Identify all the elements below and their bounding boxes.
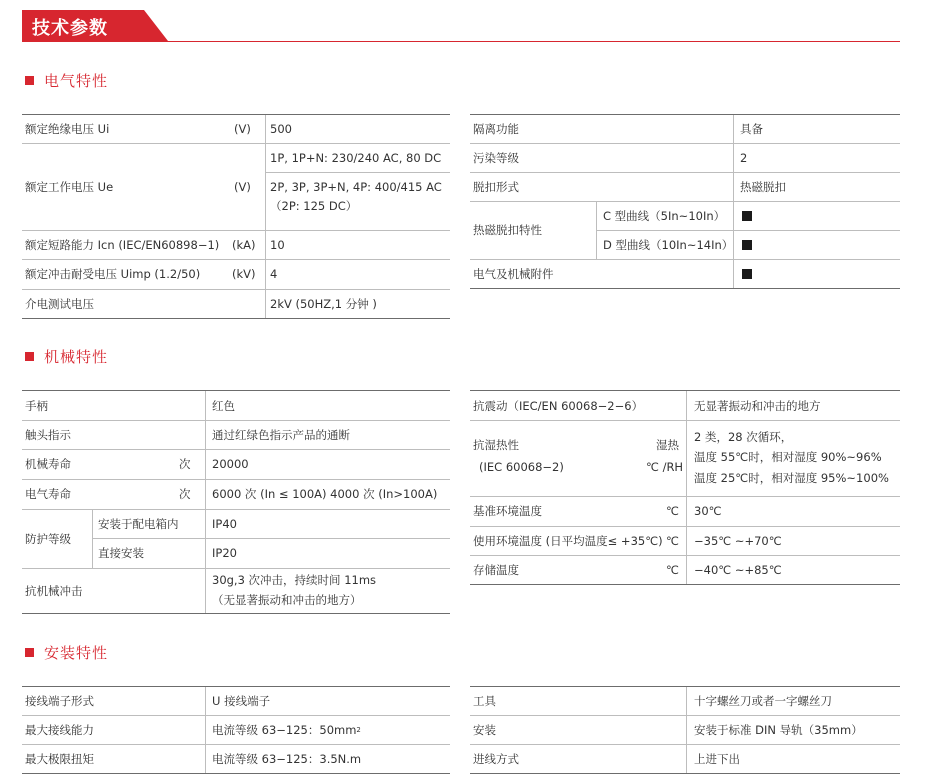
label-electrical-life: 电气寿命 [25, 487, 71, 501]
section-bullet-icon [25, 352, 34, 361]
label-damp-heat: 抗湿热性 [473, 438, 519, 452]
label-trip-type: 脱扣形式 [473, 179, 519, 194]
curve-d-label: D 型曲线（10In~14In） [603, 237, 734, 252]
section-bullet-icon [25, 76, 34, 85]
value-cell: 温度 25℃时，相对湿度 95%~100% [694, 471, 889, 485]
value-cell: 6000 次 (In ≤ 100A) 4000 次 (In>100A) [212, 487, 438, 501]
value-cell: 500 [270, 122, 292, 136]
label-protection-rating: 防护等级 [25, 531, 71, 546]
label-dielectric-voltage: 介电测试电压 [25, 296, 94, 311]
value-cell: 4 [270, 267, 278, 281]
section-mechanical [25, 346, 108, 366]
label-rated-insulation-voltage: 额定绝缘电压 Ui [25, 122, 110, 136]
value-cell: 红色 [212, 398, 235, 413]
unit-label: ℃ /RH [646, 460, 684, 474]
label-mounting: 安装 [473, 722, 496, 737]
value-cell: U 接线端子 [212, 694, 271, 708]
electrical-left-table [22, 114, 450, 319]
value-cell: 30g,3 次冲击，持续时间 11ms [212, 573, 377, 587]
electrical-right-table [470, 114, 900, 289]
value-cell: 10 [270, 237, 285, 252]
section-title: 安装特性 [44, 643, 109, 662]
value-cell: （2P: 125 DC） [270, 199, 358, 213]
value-cell: −40℃ ~+85℃ [694, 562, 782, 577]
sub-label: 安装于配电箱内 [98, 516, 179, 531]
mechanical-left-table [22, 390, 450, 614]
value-cell: 无显著振动和冲击的地方 [694, 398, 821, 413]
label-contact-indication: 触头指示 [25, 427, 71, 442]
value-cell: 上进下出 [694, 751, 740, 766]
mechanical-right-table [470, 390, 900, 585]
label-damp-heat-standard: (IEC 60068−2) [479, 460, 564, 474]
label-pollution-degree: 污染等级 [473, 150, 519, 165]
value-cell: −35℃ ~+70℃ [694, 533, 782, 548]
unit-label: 次 [179, 457, 191, 471]
label-rated-operating-voltage: 额定工作电压 Ue [25, 179, 114, 194]
value-cell: 1P, 1P+N: 230/240 AC, 80 DC [270, 150, 442, 165]
superscript: 2 [356, 725, 361, 734]
filled-square-icon [742, 259, 752, 288]
value-cell: IP40 [212, 516, 237, 531]
label-reference-temp: 基准环境温度 [473, 504, 542, 518]
label-vibration: 抗震动（IEC/EN 60068−2−6） [473, 398, 644, 413]
label-accessories: 电气及机械附件 [473, 266, 554, 281]
title-divider [22, 41, 900, 42]
curve-c-label: C 型曲线（5In~10In） [603, 208, 726, 223]
label-mechanical-life: 机械寿命 [25, 457, 71, 471]
label-trip-characteristic: 热磁脱扣特性 [473, 223, 542, 237]
section-title: 电气特性 [44, 71, 109, 90]
value-cell: 2kV (50HZ,1 分钟 ) [270, 296, 377, 311]
unit-label: 次 [179, 487, 191, 501]
value-cell: 安装于标准 DIN 导轨（35mm） [694, 722, 863, 737]
unit-label: (V) [234, 122, 251, 136]
sub-label: 直接安装 [98, 546, 144, 560]
value-cell: 2 类，28 次循环， [694, 430, 793, 444]
value-cell: 十字螺丝刀或者一字螺丝刀 [694, 694, 832, 708]
unit-label: ℃ [666, 533, 679, 548]
title-bar [22, 10, 900, 43]
value-cell: IP20 [212, 546, 237, 560]
label-storage-temp: 存储温度 [473, 562, 519, 577]
value-cell: 30℃ [694, 504, 722, 518]
value-cell: （无显著振动和冲击的地方） [212, 593, 362, 607]
value-text: 电流等级 63−125：50mm [212, 722, 357, 737]
section-title: 机械特性 [44, 347, 109, 366]
page-title: 技术参数 [32, 18, 108, 39]
unit-label: (kA) [232, 237, 256, 252]
label-isolation: 隔离功能 [473, 122, 519, 136]
label-wiring-capacity: 最大接线能力 [25, 722, 94, 737]
installation-left-table [22, 686, 450, 774]
section-installation [25, 642, 108, 662]
label-terminal-type: 接线端子形式 [25, 694, 94, 708]
label-tool: 工具 [473, 694, 496, 708]
filled-square-icon [742, 201, 752, 230]
unit-label: (kV) [232, 267, 256, 281]
label-mechanical-shock: 抗机械冲击 [25, 583, 83, 598]
value-cell: 2P, 3P, 3P+N, 4P: 400/415 AC [270, 180, 442, 194]
value-cell: 2 [740, 150, 748, 165]
section-bullet-icon [25, 648, 34, 657]
value-cell: 20000 [212, 457, 249, 471]
value-cell [212, 715, 361, 744]
unit-label: ℃ [666, 504, 679, 518]
value-cell: 热磁脱扣 [740, 179, 786, 194]
value-cell: 电流等级 63−125：3.5N.m [212, 751, 362, 766]
value-cell: 温度 55℃时，相对湿度 90%~96% [694, 450, 882, 464]
value-cell: 通过红绿色指示产品的通断 [212, 427, 350, 442]
filled-square-icon [742, 230, 752, 259]
label-handle: 手柄 [25, 398, 48, 413]
label-max-torque: 最大极限扭矩 [25, 751, 94, 766]
label-impulse-voltage: 额定冲击耐受电压 Uimp (1.2/50) [25, 267, 201, 281]
section-electrical [25, 70, 108, 90]
label-operating-temp: 使用环境温度 (日平均温度≤ +35℃) [473, 533, 663, 548]
label-short-circuit-capacity: 额定短路能力 Icn (IEC/EN60898−1) [25, 237, 220, 252]
value-cell: 具备 [740, 122, 763, 136]
unit-label: ℃ [666, 562, 679, 577]
installation-right-table [470, 686, 900, 774]
unit-label: (V) [234, 179, 251, 194]
unit-label: 湿热 [656, 438, 679, 452]
label-wiring-direction: 进线方式 [473, 751, 519, 766]
